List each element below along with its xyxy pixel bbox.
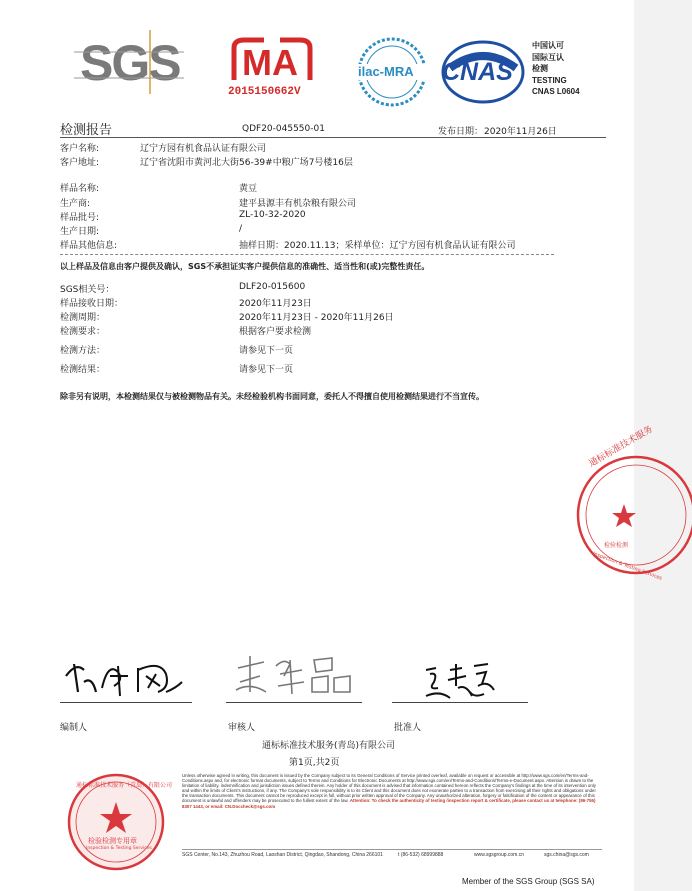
right-edge-stamp xyxy=(572,424,663,582)
reviewer-signature-line xyxy=(226,702,362,703)
disclaimer-divider xyxy=(60,254,554,255)
client-info-disclaimer: 以上样品及信息由客户提供及确认，SGS不承担证实客户提供信息的准确性、适当性和(或)完整性责任。 xyxy=(60,262,430,271)
ilac-mra-text: ilac-MRA xyxy=(358,64,414,79)
sgs-logo-text: SGS xyxy=(80,35,180,91)
cma-number: 2015150662V xyxy=(228,86,301,98)
footer-email: sgs.china@sgs.com xyxy=(544,852,589,858)
footer-phone: t (86-532) 68999888 xyxy=(398,852,444,858)
report-number: QDF20-045550-01 xyxy=(242,124,325,134)
compiler-signature-line xyxy=(60,702,192,703)
cnas-info-line: 中国认可 xyxy=(532,41,564,50)
test-requirement-label: 检测要求： xyxy=(60,327,106,337)
production-date-label: 生产日期: xyxy=(60,227,100,237)
client-name: 辽宁方园有机食品认证有限公司 xyxy=(140,144,267,154)
received-date-label: 样品接收日期： xyxy=(60,299,124,309)
sample-other-label: 样品其他信息: xyxy=(60,241,118,251)
right-stamp-ring-text: 通标标准技术服务 xyxy=(587,424,655,470)
batch-label: 样品批号: xyxy=(60,213,100,223)
producer-label: 生产商: xyxy=(60,199,91,209)
cnas-logo xyxy=(440,38,526,106)
terms-small-print xyxy=(182,773,602,809)
cnas-info-line: 国际互认 xyxy=(532,52,564,62)
client-name-label: 客户名称: xyxy=(60,144,100,154)
client-address-label: 客户地址: xyxy=(60,158,100,168)
footer-web: www.sgsgroup.com.cn xyxy=(474,852,525,858)
cnas-info-line: 检测 xyxy=(532,64,548,73)
approver-label: 批准人 xyxy=(394,723,422,733)
test-method: 请参见下一页 xyxy=(239,346,294,356)
company-name: 通标标准技术服务(青岛)有限公司 xyxy=(262,741,396,751)
approver-signature xyxy=(422,660,498,704)
cnas-info-line: TESTING xyxy=(532,75,567,85)
sgs-logo xyxy=(74,30,184,94)
footer-divider xyxy=(182,849,602,850)
inspection-stamp xyxy=(66,772,173,872)
test-result: 请参见下一页 xyxy=(239,365,294,375)
usage-disclaimer: 除非另有说明，本检测结果仅与被检测物品有关。未经检验机构书面同意，委托人不得擅自使用检测结果进行不当宣传。 xyxy=(60,392,484,401)
issue-date: 2020年11月26日 xyxy=(484,127,557,137)
sgs-ref-label: SGS相关号： xyxy=(60,285,115,295)
stamp-ring-text: 通标标准技术服务（青岛）有限公司 xyxy=(76,782,173,789)
test-requirement: 根据客户要求检测 xyxy=(239,327,312,337)
sample-name: 黄豆 xyxy=(239,184,258,194)
cnas-info-line: CNAS L0604 xyxy=(532,87,580,96)
approver-signature-line xyxy=(392,702,528,703)
header-divider xyxy=(60,137,606,138)
cma-logo-text: MA xyxy=(242,42,298,83)
stamp-center-text: 检验检测专用章 xyxy=(88,837,137,845)
test-period-label: 检测周期： xyxy=(60,313,106,323)
page-number: 第1页,共2页 xyxy=(289,758,340,768)
report-title: 检测报告 xyxy=(60,123,113,138)
cnas-info xyxy=(532,40,580,98)
compiler-label: 编制人 xyxy=(60,723,88,733)
test-method-label: 检测方法： xyxy=(60,346,106,356)
test-result-label: 检测结果： xyxy=(60,365,106,375)
reviewer-signature xyxy=(232,652,358,700)
right-stamp-center: 检验检测 xyxy=(604,542,629,549)
issue-date-label: 发布日期： xyxy=(438,127,484,137)
sample-other: 抽样日期：2020.11.13；采样单位：辽宁方园有机食品认证有限公司 xyxy=(239,241,516,251)
reviewer-label: 审核人 xyxy=(228,723,256,733)
footer-address: SGS Center, No.143, Zhuzhou Road, Laoshan District, Qingdao, Shandong, China 266101 xyxy=(182,852,383,858)
test-period: 2020年11月23日 - 2020年11月26日 xyxy=(239,313,394,323)
producer: 建平县源丰有机杂粮有限公司 xyxy=(239,199,357,209)
terms-text: Unless otherwise agreed in writing, this document is issued by the Company subject to its General Conditions of Service printed overleaf, available on request or accessible at http://www.sgs.com/en/Terms-and-Conditions.aspx and, for electronic format documents, subject to Terms and Conditions for Electronic Documents at http://www.sgs.com/en/Terms-and-Conditions/Terms-e-Document.aspx. Attention is drawn to the limitation of liability, indemnification and jurisdiction issues defined therein. Any holder of this document is advised that information contained hereon reflects the Company's findings at the time of its intervention only and within the limits of Client's instructions, if any. The Company's sole responsibility is to its Client and this document does not exonerate parties to a transaction from exercising all their rights and obligations under the transaction documents. This document cannot be reproduced except in full, without prior written approval of the Company. Any unauthorized alteration, forgery or falsification of the content or appearance of this document is unlawful and offenders may be prosecuted to the fullest extent of the law. xyxy=(182,773,596,804)
cma-logo xyxy=(224,36,320,100)
client-address: 辽宁省沈阳市黄河北大街56-39#中粮广场7号楼16层 xyxy=(140,158,353,168)
received-date: 2020年11月23日 xyxy=(239,299,312,309)
batch: ZL-10-32-2020 xyxy=(239,210,306,220)
production-date: / xyxy=(239,224,243,234)
sgs-ref: DLF20-015600 xyxy=(239,282,306,292)
compiler-signature xyxy=(62,652,188,700)
stamp-en-text: Inspection & Testing Services xyxy=(86,846,152,851)
cnas-logo-text: CNAS xyxy=(442,58,513,86)
authenticity-attention: Attention: To check the authenticity of testing /inspection report & certificate, please contact us at telephone: (86-755) 8307 1443, or email: CN.Doccheck@sgs.com xyxy=(182,798,596,809)
sample-name-label: 样品名称: xyxy=(60,184,100,194)
right-stamp-en: Inspection & Testing Services xyxy=(591,551,663,582)
sgs-member-note: Member of the SGS Group (SGS SA) xyxy=(462,877,595,886)
ilac-mra-logo xyxy=(354,36,430,108)
